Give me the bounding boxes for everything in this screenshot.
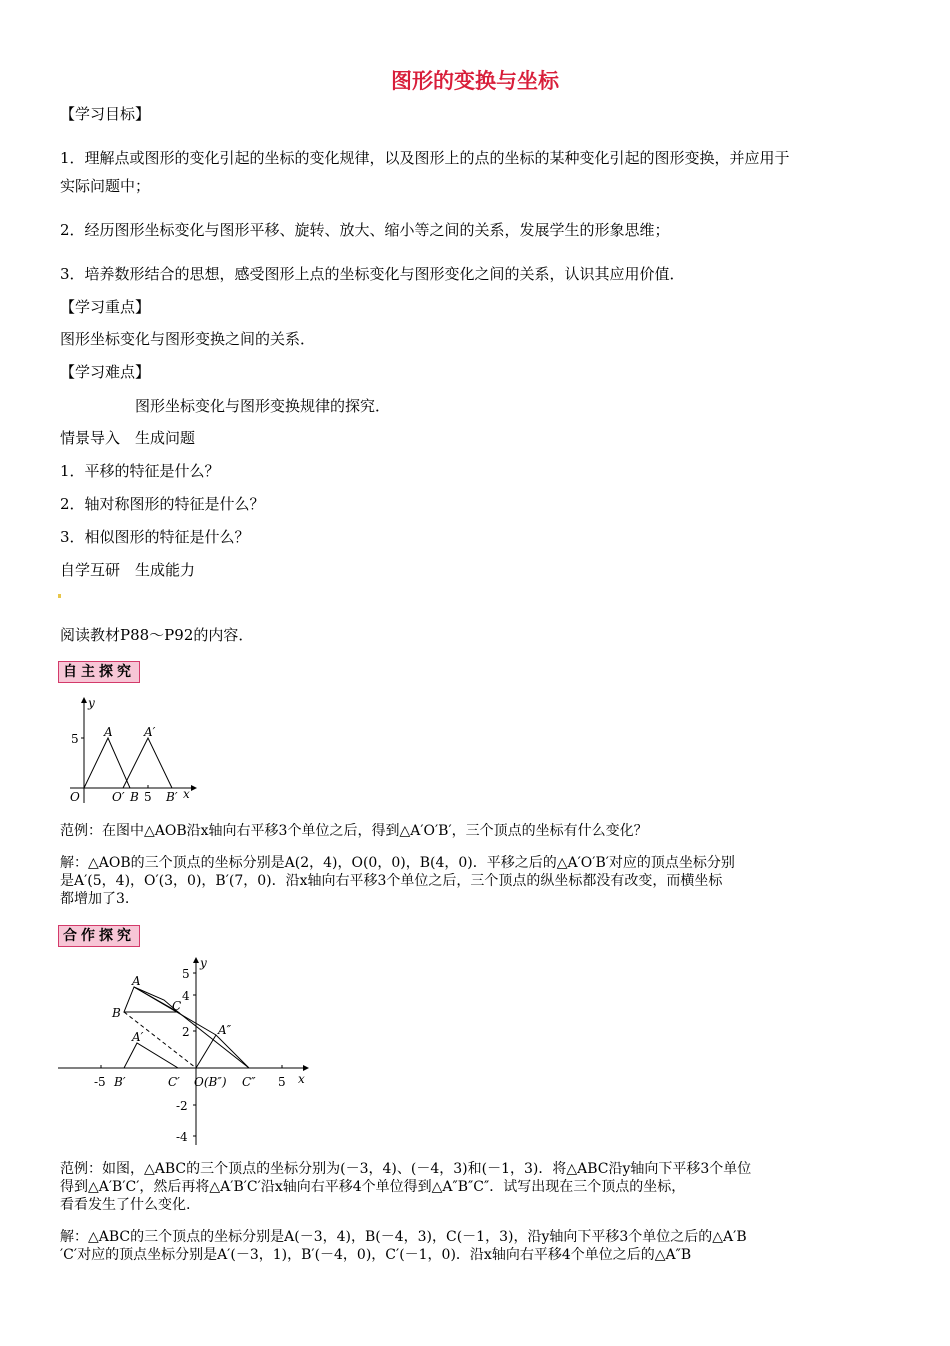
graph1-label-b-prime: B′ [166,790,178,804]
example-2-line-3: 看看发生了什么变化. [60,1197,191,1213]
graph1-label-o-prime: O′ [112,790,125,804]
decorative-dot [58,594,61,598]
key-heading: 【学习重点】 [60,298,151,316]
graph2-label-a-prime: A′ [132,1030,144,1044]
graph2-label-a-double-prime: A″ [218,1023,232,1037]
graph2-x-label: x [298,1072,305,1086]
graph1-label-o: O [70,790,80,804]
intro-heading: 情景导入 生成问题 [60,429,196,447]
triangle-abc-double-prime [196,1035,249,1068]
graph2-tick-yn4: -4 [176,1130,188,1144]
goals-heading: 【学习目标】 [60,105,151,123]
question-1: 1．平移的特征是什么？ [60,462,220,480]
example-1: 范例：在图中△AOB沿x轴向右平移3个单位之后，得到△A′O′B′，三个顶点的坐标有什么变化？ [60,823,648,839]
triangle-aob-prime [123,738,172,788]
graph1-y-label: y [88,696,95,710]
graph1-tick-5-x: 5 [144,790,152,804]
badge-self-explore: 自主探究 [58,661,140,683]
difficulty-text: 图形坐标变化与图形变换规律的探究． [135,397,391,415]
solution-2-line-1: 解：△ABC的三个顶点的坐标分别是A(－3，4)，B(－4，3)，C(－1，3)，沿y轴向下平移3个单位之后的△A′B [60,1229,747,1245]
graph2-tick-xn5: -5 [94,1075,106,1089]
graph2-tick-y2: 2 [182,1025,190,1039]
graph2-label-b: B [112,1006,121,1020]
graph2-tick-y5: 5 [182,967,190,981]
reading-text: 阅读教材P88～P92的内容． [60,626,254,644]
graph2-tick-x5: 5 [278,1075,286,1089]
key-text: 图形坐标变化与图形变换之间的关系． [60,330,316,348]
goal-1-line-1: 1．理解点或图形的变化引起的坐标的变化规律，以及图形上的点的坐标的某种变化引起的图形变换，并应用于 [60,149,790,167]
triangle-aob [84,738,130,788]
graph2-y-label: y [200,956,207,970]
graph2-label-c: C [172,999,182,1013]
example-2-line-2: 得到△A′B′C′，然后再将△A′B′C′沿x轴向右平移4个单位得到△A″B″C″．试写出现在三个顶点的坐标， [60,1179,686,1195]
graph1-tick-5-y: 5 [71,732,79,746]
graph-triangle-translation [56,694,201,806]
badge-cooperative-explore: 合作探究 [58,925,140,947]
question-3: 3．相似图形的特征是什么？ [60,528,250,546]
graph1-label-a-prime: A′ [144,725,156,739]
graph2-label-c-prime: C′ [168,1075,180,1089]
graph1-label-a: A [104,725,113,739]
page-title: 图形的变换与坐标 [391,68,559,93]
goal-3: 3．培养数形结合的思想，感受图形上点的坐标变化与图形变化之间的关系，认识其应用价值． [60,265,685,283]
graph1-label-b: B [130,790,139,804]
graph2-tick-y4: 4 [182,989,190,1003]
triangle-abc-prime [124,1043,178,1068]
solution-1-line-1: 解：△AOB的三个顶点的坐标分别是A(2，4)，O(0，0)，B(4，0)．平移之后的△A′O′B′对应的顶点坐标分别 [60,855,735,871]
question-2: 2．轴对称图形的特征是什么？ [60,495,265,513]
self-study-heading: 自学互研 生成能力 [60,561,196,579]
graph2-tick-yn2: -2 [176,1099,188,1113]
graph2-label-c-double-prime: C″ [242,1075,256,1089]
graph2-label-b-prime: B′ [114,1075,126,1089]
goal-1-line-2: 实际问题中； [60,177,151,195]
graph-translation-abc [56,955,316,1150]
solution-1-line-3: 都增加了3. [60,891,130,907]
solution-2-line-2: ′C′对应的顶点坐标分别是A′(－3，1)，B′(－4，0)，C′(－1，0)．沿x轴向右平移4个单位之后的△A″B [60,1247,692,1263]
difficulty-heading: 【学习难点】 [60,363,151,381]
goal-2: 2．经历图形坐标变化与图形平移、旋转、放大、缩小等之间的关系，发展学生的形象思维； [60,221,670,239]
solution-1-line-2: 是A′(5，4)，O′(3，0)，B′(7，0)．沿x轴向右平移3个单位之后，三个顶点的纵坐标都没有改变，而横坐标 [60,873,723,889]
graph1-x-label: x [183,787,190,801]
graph2-label-a: A [132,974,141,988]
example-2-line-1: 范例：如图，△ABC的三个顶点的坐标分别为(－3，4)、(－4，3)和(－1，3)．将△ABC沿y轴向下平移3个单位 [60,1161,752,1177]
graph2-label-o-b-double-prime: O(B″) [194,1075,227,1089]
